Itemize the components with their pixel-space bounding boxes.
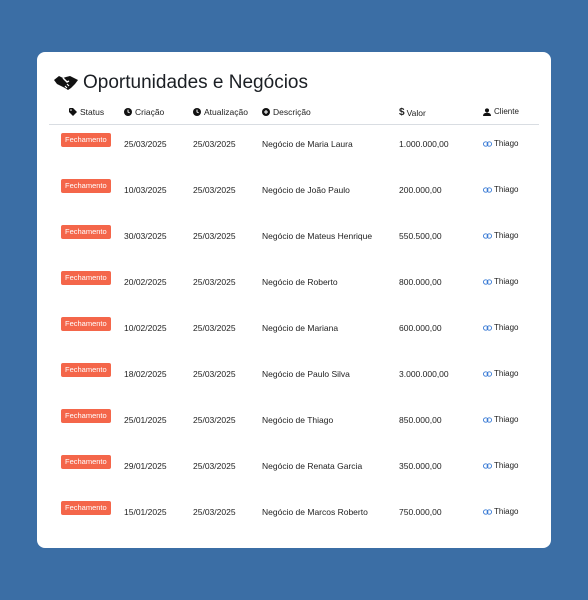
criacao-cell: 20/02/2025 (124, 277, 167, 287)
atualizacao-cell: 25/03/2025 (193, 231, 236, 241)
criacao-cell: 15/01/2025 (124, 507, 167, 517)
valor-cell: 750.000,00 (399, 507, 442, 517)
link-icon (483, 417, 492, 423)
title-text: Oportunidades e Negócios (83, 72, 308, 93)
status-badge: Fechamento (61, 317, 111, 331)
atualizacao-cell: 25/03/2025 (193, 415, 236, 425)
column-valor[interactable] (399, 107, 426, 118)
table-row[interactable] (37, 308, 551, 354)
criacao-cell: 18/02/2025 (124, 369, 167, 379)
descricao-cell: Negócio de Marcos Roberto (262, 507, 368, 517)
table-row[interactable] (37, 400, 551, 446)
cliente-link[interactable] (483, 185, 518, 194)
cliente-name: Thiago (494, 461, 519, 470)
status-badge: Fechamento (61, 455, 111, 469)
descricao-cell: Negócio de João Paulo (262, 185, 350, 195)
criacao-cell: 30/03/2025 (124, 231, 167, 241)
atualizacao-cell: 25/03/2025 (193, 507, 236, 517)
cliente-link[interactable] (483, 369, 518, 378)
column-valor-label: Valor (406, 107, 426, 118)
criacao-cell: 29/01/2025 (124, 461, 167, 471)
cliente-link[interactable] (483, 139, 518, 148)
column-cliente-label: Cliente (494, 107, 519, 116)
link-icon (483, 279, 492, 285)
handshake-icon (53, 73, 79, 93)
cliente-link[interactable] (483, 323, 518, 332)
column-descricao-label: Descrição (273, 107, 311, 117)
atualizacao-cell: 25/03/2025 (193, 461, 236, 471)
cliente-link[interactable] (483, 231, 518, 240)
cliente-name: Thiago (494, 507, 519, 516)
cliente-link[interactable] (483, 507, 518, 516)
column-status[interactable] (69, 107, 104, 117)
table-row[interactable] (37, 124, 551, 170)
descricao-cell: Negócio de Renata Garcia (262, 461, 363, 471)
column-criacao[interactable] (124, 107, 164, 117)
table-row[interactable] (37, 354, 551, 400)
valor-cell: 800.000,00 (399, 277, 442, 287)
link-icon (483, 187, 492, 193)
table-header (49, 105, 539, 125)
status-badge: Fechamento (61, 409, 111, 423)
criacao-cell: 10/03/2025 (124, 185, 167, 195)
column-criacao-label: Criação (135, 107, 165, 117)
atualizacao-cell: 25/03/2025 (193, 323, 236, 333)
link-icon (483, 141, 492, 147)
status-badge: Fechamento (61, 225, 111, 239)
valor-cell: 850.000,00 (399, 415, 442, 425)
valor-cell: 600.000,00 (399, 323, 442, 333)
cliente-name: Thiago (494, 277, 519, 286)
criacao-cell: 25/03/2025 (124, 139, 167, 149)
descricao-cell: Negócio de Maria Laura (262, 139, 353, 149)
column-cliente[interactable] (483, 107, 519, 116)
column-atualizacao[interactable] (193, 107, 248, 117)
descricao-cell: Negócio de Mateus Henrique (262, 231, 373, 241)
valor-cell: 3.000.000,00 (399, 369, 449, 379)
status-badge: Fechamento (61, 363, 111, 377)
cliente-name: Thiago (494, 415, 519, 424)
tag-icon (69, 108, 77, 116)
valor-cell: 1.000.000,00 (399, 139, 449, 149)
clock-icon (193, 108, 201, 116)
cliente-link[interactable] (483, 277, 518, 286)
opportunities-card (37, 52, 551, 548)
link-icon (483, 371, 492, 377)
descricao-cell: Negócio de Paulo Silva (262, 369, 350, 379)
table-row[interactable] (37, 216, 551, 262)
column-status-label: Status (80, 107, 105, 117)
cliente-name: Thiago (494, 323, 519, 332)
table-row[interactable] (37, 446, 551, 492)
cliente-link[interactable] (483, 415, 518, 424)
plus-circle-icon (262, 108, 270, 116)
table-row[interactable] (37, 170, 551, 216)
table-row[interactable] (37, 262, 551, 308)
cliente-name: Thiago (494, 139, 519, 148)
link-icon (483, 463, 492, 469)
atualizacao-cell: 25/03/2025 (193, 185, 236, 195)
status-badge: Fechamento (61, 501, 111, 515)
table-row[interactable] (37, 492, 551, 538)
valor-cell: 200.000,00 (399, 185, 442, 195)
descricao-cell: Negócio de Thiago (262, 415, 334, 425)
link-icon (483, 233, 492, 239)
column-atualizacao-label: Atualização (204, 107, 248, 117)
cliente-name: Thiago (494, 369, 519, 378)
clock-icon (124, 108, 132, 116)
descricao-cell: Negócio de Roberto (262, 277, 338, 287)
cliente-name: Thiago (494, 231, 519, 240)
cliente-link[interactable] (483, 461, 518, 470)
status-badge: Fechamento (61, 179, 111, 193)
valor-cell: 350.000,00 (399, 461, 442, 471)
user-icon (483, 108, 491, 116)
criacao-cell: 10/02/2025 (124, 323, 167, 333)
page-title (53, 72, 308, 94)
dollar-icon: $ (399, 107, 405, 118)
valor-cell: 550.500,00 (399, 231, 442, 241)
link-icon (483, 325, 492, 331)
status-badge: Fechamento (61, 271, 111, 285)
atualizacao-cell: 25/03/2025 (193, 277, 236, 287)
status-badge: Fechamento (61, 133, 111, 147)
descricao-cell: Negócio de Mariana (262, 323, 339, 333)
atualizacao-cell: 25/03/2025 (193, 139, 236, 149)
cliente-name: Thiago (494, 185, 519, 194)
atualizacao-cell: 25/03/2025 (193, 369, 236, 379)
link-icon (483, 509, 492, 515)
column-descricao[interactable] (262, 107, 311, 117)
criacao-cell: 25/01/2025 (124, 415, 167, 425)
